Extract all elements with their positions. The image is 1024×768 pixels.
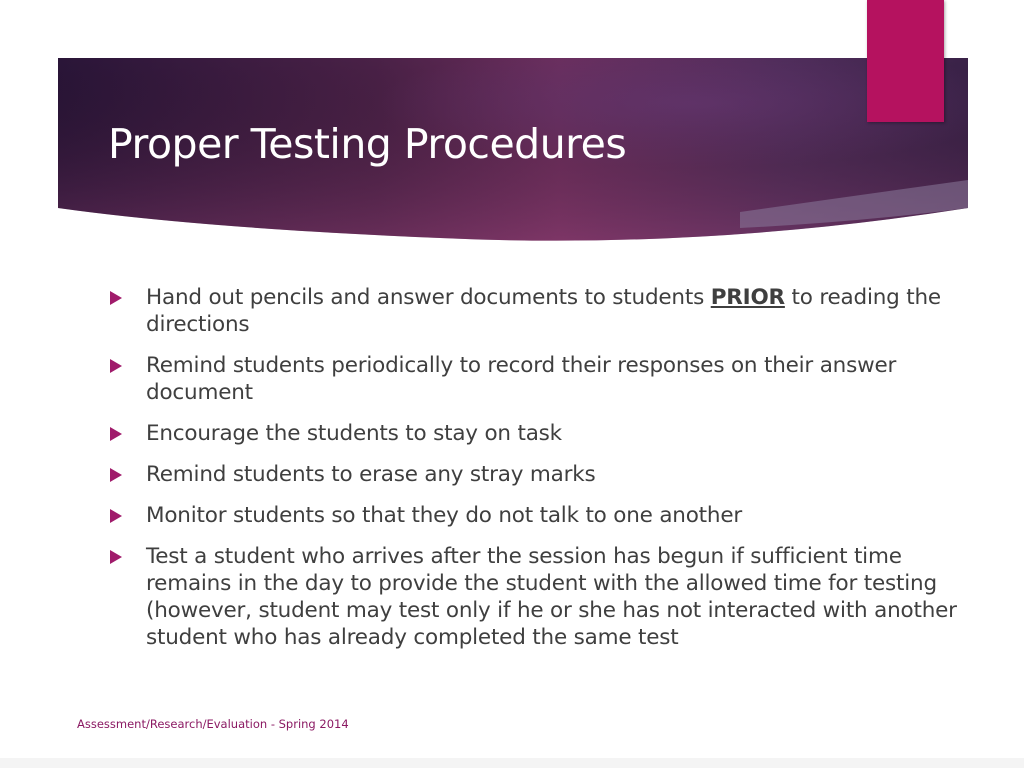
bullet-text: Monitor students so that they do not talk to one another [146, 503, 742, 528]
bullet-text: Test a student who arrives after the session has begun if sufficient time remains in the day to provide the student with the allowed time for testing (however, student may test only if he or she has not interacted with another student who has already completed the same test [146, 544, 957, 650]
bullet-text: Hand out pencils and answer documents to students [146, 285, 711, 310]
triangle-right-icon [110, 468, 122, 482]
list-item [108, 461, 958, 488]
list-item [108, 352, 958, 406]
triangle-right-icon [110, 509, 122, 523]
list-item [108, 502, 958, 529]
list-item [108, 284, 958, 338]
bullet-list [108, 284, 958, 665]
bullet-text: Remind students to erase any stray marks [146, 462, 596, 487]
bottom-divider [0, 758, 1024, 768]
bullet-text: Encourage the students to stay on task [146, 421, 562, 446]
triangle-right-icon [110, 427, 122, 441]
slide-footer: Assessment/Research/Evaluation - Spring 2014 [77, 717, 349, 731]
bullet-text-after: to reading the directions [146, 285, 941, 337]
triangle-right-icon [110, 359, 122, 373]
page-title: Proper Testing Procedures [108, 120, 627, 168]
triangle-right-icon [110, 550, 122, 564]
list-item [108, 420, 958, 447]
list-item [108, 543, 958, 651]
accent-tab [867, 0, 944, 122]
triangle-right-icon [110, 291, 122, 305]
bullet-text: Remind students periodically to record their responses on their answer document [146, 353, 897, 405]
bullet-emphasis: PRIOR [710, 285, 785, 310]
